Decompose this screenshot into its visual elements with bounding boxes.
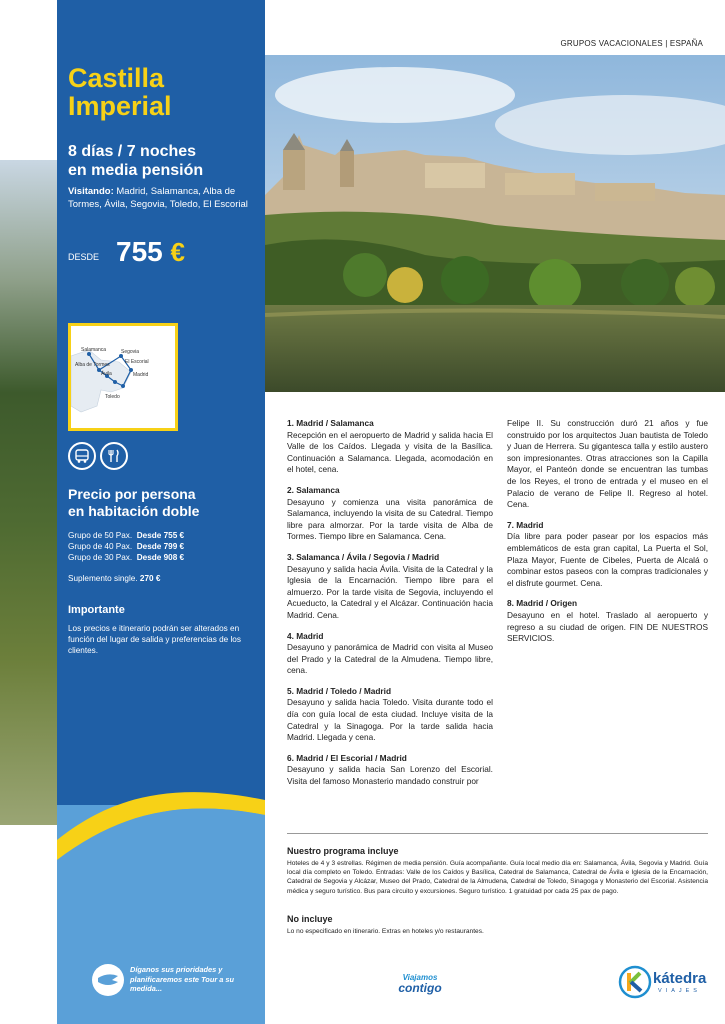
group-price-row: Grupo de 30 Pax. Desde 908 € [68,553,185,562]
route-map [68,323,178,431]
service-icons [68,442,168,472]
itinerary-day: 1. Madrid / Salamanca Recepción en el aeropuerto de Madrid y salida hacia El Valle de los Caídos. Llegada y visita de la Basílica. Continuación a Salamanca. Llegada, acomodación en el hotel, cena. [287,418,493,475]
itinerary-day: 7. Madrid Día libre para poder pasear por los espacios más emblemáticos de esta gran capital, La Puerta el Sol, Plaza Mayor, Fuente de Cibeles, Puerta de Alcalá o combinar estos paseos con la compras tradicionales y el disfrute gourmet. Cena. [507,519,708,588]
map-label-segovia: Segovia [121,349,140,355]
chat-icon [92,964,124,996]
brand-logo [618,965,718,999]
important-title: Importante [68,604,125,616]
map-label-avila: Ávila [101,371,112,377]
k-logo-icon [618,965,652,999]
price-from-label: DESDE [68,252,100,262]
bus-icon [68,442,96,470]
program-includes-text: Hoteles de 4 y 3 estrellas. Régimen de media pensión. Guía acompañante. Guía local medio día en: Salamanca, Ávila, Segovia y Madrid. Guía local día completo en Toledo. Entradas: Valle de los Caídos y Basílica, Catedral de Salamanca, Catedral de Ávila e Iglesia de la Encarnación, Catedral de Segovia y Alcázar, Museo del Prado, Catedral de la Almudena, Catedral de Toledo, Sinagoga y Monasterio del Escorial. Asistencia médica y seguro turístico. Bus para circuito y excursiones. Seguro turístico. 1 gratuidad por cada 25 pax de pago. [287,860,708,895]
price-amount: 755 € [116,236,185,267]
promo-text: Díganos sus prioridades y planificaremos este Tour a su medida... [130,965,235,993]
slogan: Viajamos contigo [398,973,442,995]
section-divider [287,833,708,834]
important-text: Los precios e itinerario podrán ser alterados en función del lugar de salida y preferencias de los clientes. [68,624,241,655]
left-bottom-white [0,825,57,1024]
brand-name: kátedra [653,970,707,987]
group-price-row: Grupo de 50 Pax. Desde 755 € [68,531,185,540]
not-included-text: Lo no especificado en itinerario. Extras en hoteles y/o restaurantes. [287,928,484,935]
group-price-row: Grupo de 40 Pax. Desde 799 € [68,542,185,551]
single-supplement: Suplemento single. 270 € [68,574,161,583]
itinerary-day: 2. Salamanca Desayuno y comienza una visita panorámica de Salamanca, incluyendo la visita de su Catedral. Tiempo libre para almorzar. Por la tarde visita de Alba de Tormes. Tiempo libre en Salamanca. Cena. [287,484,493,542]
side-photo-strip [0,160,57,825]
category-header: GRUPOS VACACIONALES | ESPAÑA [560,39,703,48]
brand-sub: VIAJES [658,988,701,994]
program-includes-title: Nuestro programa incluye [287,846,399,856]
meal-icon [100,442,128,470]
itinerary-column-right [507,418,708,654]
map-label-madrid: Madrid [133,372,149,378]
itinerary-day: 6. Madrid / El Escorial / Madrid Desayuno y salida hacia San Lorenzo del Escorial. Visita del famoso Monasterio mandado construir por [287,752,493,787]
itinerary-day: 3. Salamanca / Ávila / Segovia / Madrid Desayuno y salida hacia Ávila. Visita de la Catedral y la Iglesia de la Encarnación. Tiempo libre para el almuerzo. Por la tarde visita de Segovia, incluyendo el Acueducto, la Catedral y el Alcázar. Continuación hacia Madrid. Cena. [287,551,493,620]
yellow-wave-decoration [57,770,265,860]
itinerary-day: 4. Madrid Desayuno y panorámica de Madrid con visita al Museo del Prado y la Catedral de la Almudena. Tiempo libre, cena. [287,630,493,676]
not-included-title: No incluye [287,914,333,924]
map-label-alba: Alba de Tormes [75,362,110,368]
trip-title: Castilla Imperial [68,63,172,121]
visiting-places: Visitando: Madrid, Salamanca, Alba de Tormes, Ávila, Segovia, Toledo, El Escorial [68,186,248,210]
map-label-toledo: Toledo [105,394,120,400]
pricing-title: Precio por persona en habitación doble [68,486,200,519]
trip-duration: 8 días / 7 noches en media pensión [68,143,204,179]
itinerary-day: 5. Madrid / Toledo / Madrid Desayuno y salida hacia Toledo. Visita durante todo el día con guía local de esta ciudad. Incluye visita de la Catedral y la Sinagoga. Por la tarde salida hacia Madrid. Llegada y cena. [287,685,493,743]
itinerary-day: 8. Madrid / Origen Desayuno en el hotel. Traslado al aeropuerto y regreso a su ciudad de origen. FIN DE NUESTROS SERVICIOS. [507,598,708,644]
itinerary-day-continued: Felipe II. Su construcción duró 21 años y fue construido por los arquitectos Juan bautista de Toledo y Juan de Herrera. Su gigantesca talla y estilo austero son impresionantes. Otras atracciones son la Capilla Mayor, el Panteón donde se encuentran las tumbas de los Reyes, el trono de entrada y el museo en el Palacio de verano de Felipe II. Regreso al hotel. Cena. [507,418,708,510]
map-label-escorial: El Escorial [125,359,149,365]
itinerary-column-left [287,418,493,797]
hero-photo [265,55,725,392]
map-label-salamanca: Salamanca [81,347,107,353]
custom-tour-promo [92,962,262,996]
group-prices [68,530,258,563]
